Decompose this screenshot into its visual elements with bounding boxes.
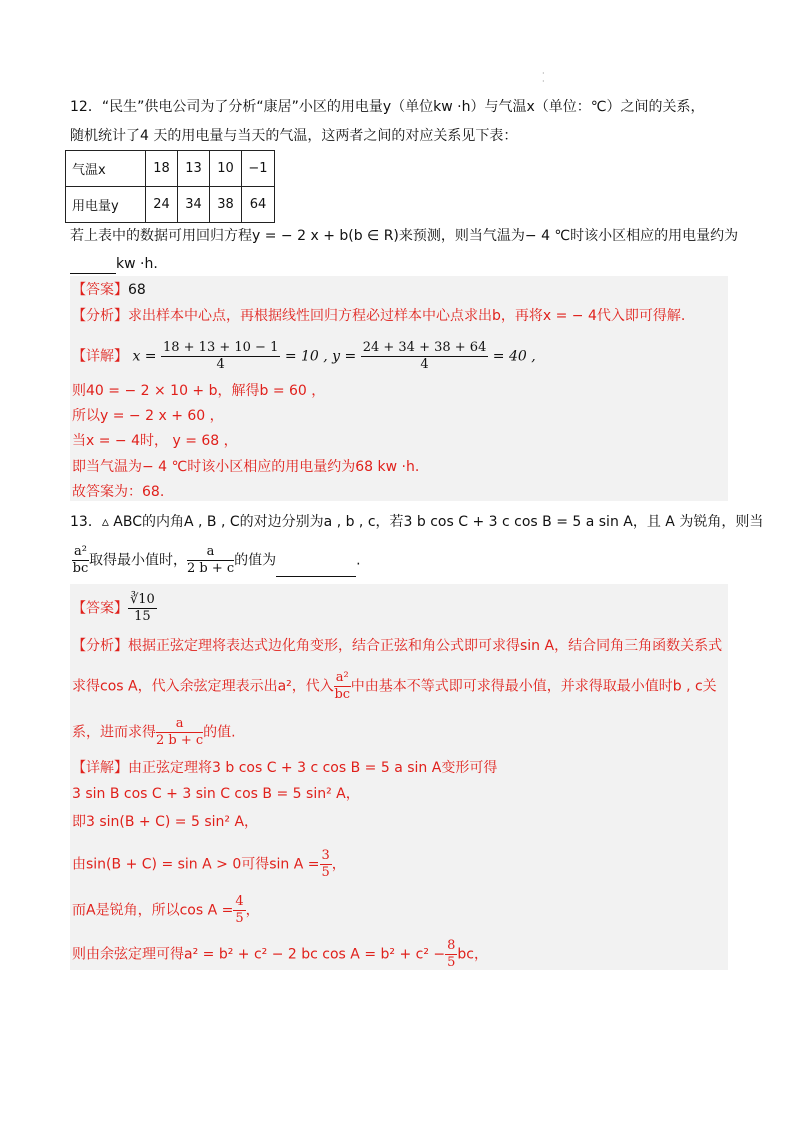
table-cell: 34 (178, 187, 210, 223)
q12-analysis: 【分析】求出样本中心点，再根据线性回归方程必过样本中心点求出b，再将x = − 4代入即可得解. (72, 308, 686, 324)
table-header-temperature: 气温x (66, 151, 146, 187)
fraction: $\frac{a}{2 b + c}$ (186, 544, 235, 576)
answer-blank (70, 259, 116, 274)
q12-detail-line6: 故答案为：68. (72, 484, 165, 500)
fraction: $\frac{18 + 13 + 10 - 1}{4}$ (162, 340, 279, 372)
fraction: $\frac{∛10}{15}$ (130, 592, 155, 624)
table-cell: −1 (242, 151, 275, 187)
table-cell: 13 (178, 151, 210, 187)
table-cell: 18 (146, 151, 178, 187)
q13-detail-line1: 【详解】由正弦定理将3 b cos C + 3 c cos B = 5 a sin A变形可得 (72, 760, 498, 776)
q13-analysis-line3: 系，进而求得 $\frac{a}{2 b + c}$ 的值. (72, 716, 236, 748)
fraction: $\frac{8}{5}$ (447, 938, 456, 970)
q12-line1: 12．“民生”供电公司为了分析“康居”小区的用电量y（单位kw ·h）与气温x（单位：℃）之间的关系， (70, 99, 705, 115)
q12-data-table (65, 150, 275, 223)
q12-detail-line4: 当x = − 4时， y = 68 ， (72, 433, 238, 449)
q13-line1: 13．▵ ABC的内角A , B , C的对边分别为a , b , c，若3 b cos C + 3 c cos B = 5 a sin A，且 A 为锐角，则当 (70, 514, 764, 530)
q12-line2: 随机统计了4 天的用电量与当天的气温，这两者之间的对应关系见下表： (70, 128, 518, 144)
table-cell: 38 (210, 187, 242, 223)
q13-detail-line5: 而A是锐角，所以cos A = $\frac{4}{5}$ ， (72, 894, 260, 926)
q13-analysis-line2: 求得cos A，代入余弦定理表示出a²，代入 $\frac{\text{a²}}{bc}$ 中由基本不等式即可求得最小值，并求得取最小值时b , c关 (72, 670, 717, 702)
q12-detail-line5: 即当气温为− 4 ℃时该小区相应的用电量约为68 kw ·h. (72, 459, 420, 475)
fraction: $\frac{4}{5}$ (235, 894, 244, 926)
table-cell: 64 (242, 187, 275, 223)
fraction: $\frac{\text{a²}}{bc}$ (334, 670, 351, 702)
q13-line2: $\frac{\text{a²}}{bc}$ 取得最小值时， $\frac{a}{2 b + c}$ 的值为 . (72, 544, 361, 576)
fraction: $\frac{a}{2 b + c}$ (156, 716, 204, 748)
table-row (66, 187, 275, 223)
q13-analysis-line1: 【分析】根据正弦定理将表达式边化角变形，结合正弦和角公式即可求得sin A，结合同角三角函数关系式 (72, 638, 723, 654)
q13-detail-line6: 则由余弦定理可得a² = b² + c² − 2 bc cos A = b² + c² − $\frac{8}{5}$ bc， (72, 938, 488, 970)
fraction: $\frac{3}{5}$ (321, 848, 330, 880)
q12-detail-line1: 【详解】 x = $\frac{18 + 13 + 10 - 1}{4}$ = 10 , y = $\frac{24 + 34 + 38 + 64}{4}$ = 40 , (72, 340, 536, 372)
q13-detail-line2: 3 sin B cos C + 3 sin C cos B = 5 sin² A， (72, 786, 360, 802)
q12-detail-line2: 则40 = − 2 × 10 + b，解得b = 60 ， (72, 383, 326, 399)
q13-answer: 【答案】 $\frac{∛10}{15}$ (72, 592, 155, 624)
q13-detail-line4: 由sin(B + C) = sin A > 0可得sin A = $\frac{3}{5}$ ， (72, 848, 346, 880)
fraction: $\frac{\text{a²}}{bc}$ (72, 544, 89, 576)
q13-detail-line3: 即3 sin(B + C) = 5 sin² A， (72, 814, 259, 830)
table-cell: 24 (146, 187, 178, 223)
q12-line4: kw ·h. (70, 254, 158, 274)
table-header-power: 用电量y (66, 187, 146, 223)
table-cell: 10 (210, 151, 242, 187)
q12-line3: 若上表中的数据可用回归方程y = − 2 x + b(b ∈ R)来预测，则当气温为− 4 ℃时该小区相应的用电量约为 (70, 228, 739, 244)
table-row (66, 151, 275, 187)
q12-answer: 【答案】68 (72, 282, 146, 298)
q12-detail-line3: 所以y = − 2 x + 60 ， (72, 408, 224, 424)
fraction: $\frac{24 + 34 + 38 + 64}{4}$ (362, 340, 487, 372)
top-dots: · · (542, 69, 545, 86)
answer-blank (276, 562, 356, 577)
